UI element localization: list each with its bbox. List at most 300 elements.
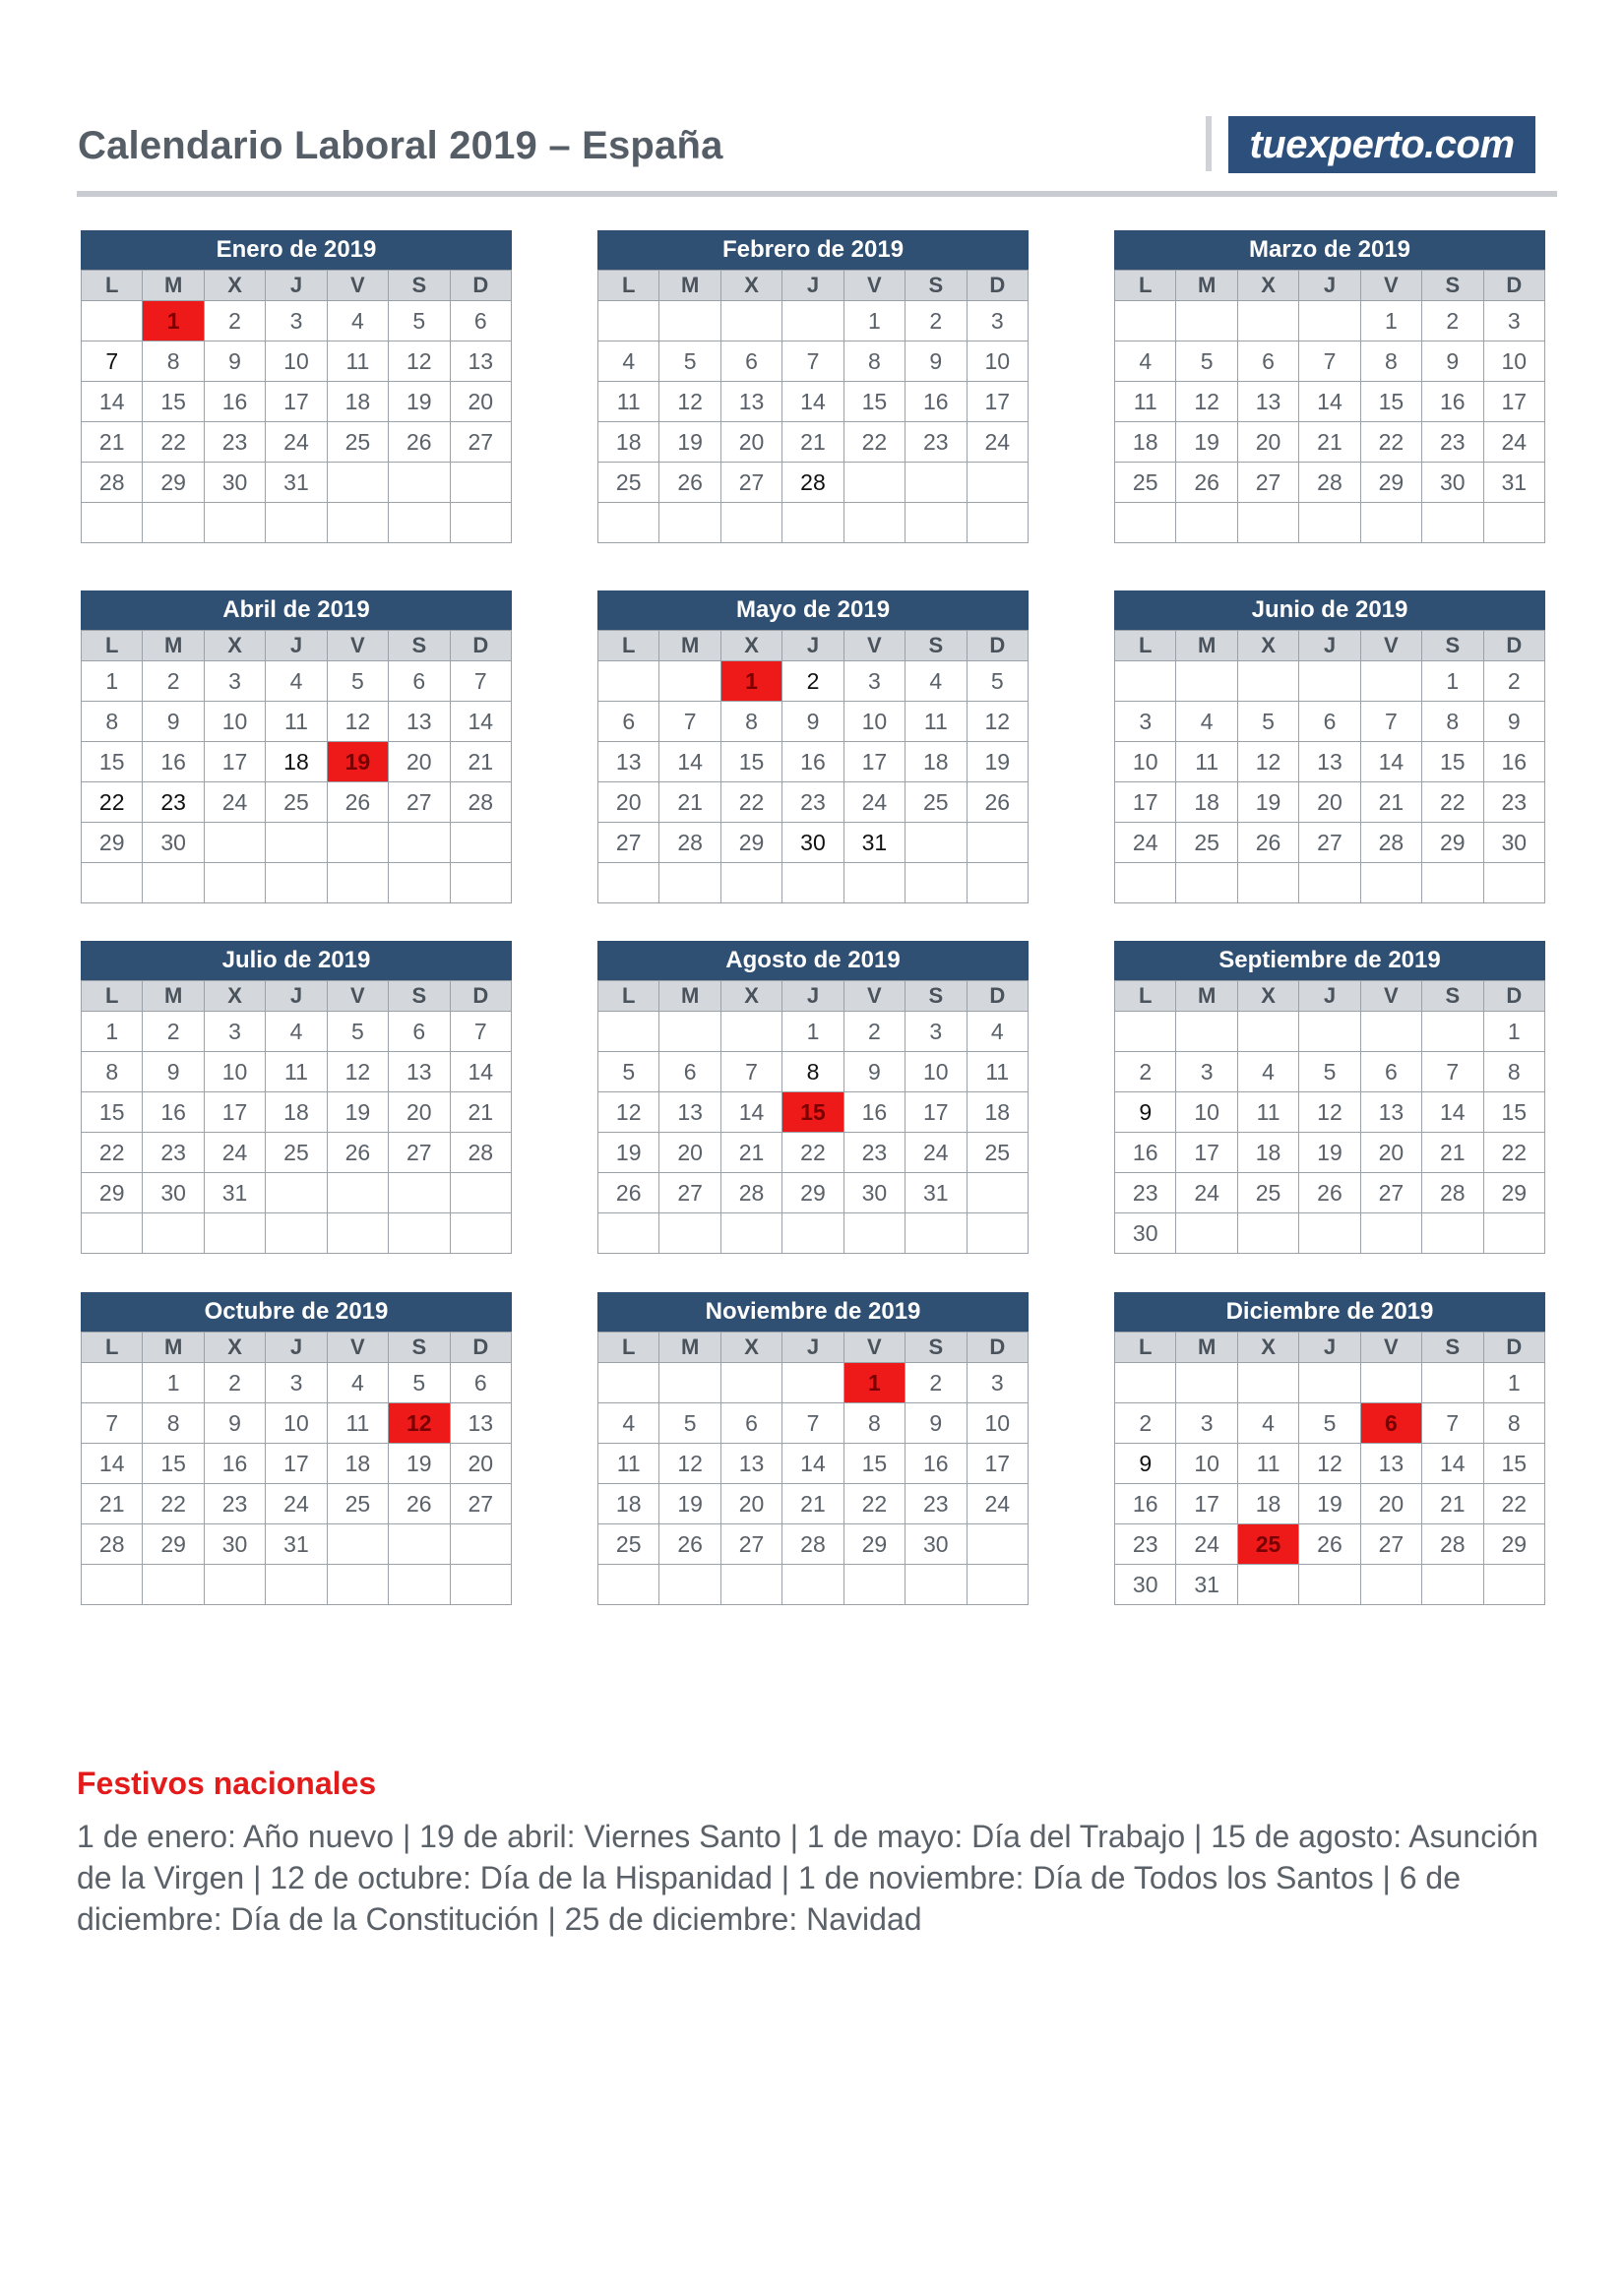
- day-cell: 21: [1360, 782, 1421, 823]
- day-cell: 27: [450, 1484, 511, 1524]
- empty-cell: [450, 1213, 511, 1254]
- day-cell: 30: [143, 1173, 204, 1213]
- weekday-header: X: [720, 981, 781, 1012]
- week-row: [82, 702, 512, 742]
- empty-cell: [82, 1565, 143, 1605]
- day-cell: 15: [143, 1444, 204, 1484]
- festivos-title: Festivos nacionales: [77, 1766, 377, 1801]
- day-cell: 1: [82, 661, 143, 702]
- day-cell: 11: [327, 341, 388, 382]
- day-cell: 21: [659, 782, 720, 823]
- week-row: [82, 1484, 512, 1524]
- week-row: [598, 1524, 1029, 1565]
- day-cell: 17: [1483, 382, 1544, 422]
- day-cell: 3: [843, 661, 905, 702]
- month-title: Marzo de 2019: [1114, 230, 1545, 270]
- day-cell: 18: [327, 1444, 388, 1484]
- day-cell: 9: [843, 1052, 905, 1092]
- day-cell: 27: [450, 422, 511, 463]
- day-cell: 20: [720, 1484, 781, 1524]
- day-cell: 11: [967, 1052, 1028, 1092]
- month-calendar: [81, 1292, 512, 1605]
- week-row: [1115, 863, 1545, 903]
- empty-cell: [659, 503, 720, 543]
- weekday-header: V: [843, 271, 905, 301]
- day-cell: 15: [782, 1092, 843, 1133]
- weekday-header: J: [782, 981, 843, 1012]
- day-cell: 1: [1483, 1012, 1544, 1052]
- day-cell: 19: [327, 742, 388, 782]
- empty-cell: [450, 863, 511, 903]
- day-cell: 12: [1299, 1444, 1360, 1484]
- empty-cell: [906, 863, 967, 903]
- festivos-text: 1 de enero: Año nuevo | 19 de abril: Viernes Santo | 1 de mayo: Día del Trabajo | 15 de agosto: Asunción de la Virgen | 12 de octubre: Día de la Hispanidad | 1 de noviembre: Día de Todos los Santos | 6 de diciembre: Día de la Constitución | 25 de diciembre: Navidad: [77, 1819, 1538, 1937]
- day-cell: 21: [82, 422, 143, 463]
- empty-cell: [1483, 1213, 1544, 1254]
- day-cell: 15: [1360, 382, 1421, 422]
- day-cell: 1: [1483, 1363, 1544, 1403]
- week-row: [82, 1012, 512, 1052]
- empty-cell: [1176, 1363, 1237, 1403]
- day-cell: 12: [598, 1092, 659, 1133]
- day-cell: 19: [1299, 1484, 1360, 1524]
- month-title: Febrero de 2019: [597, 230, 1029, 270]
- day-cell: 24: [1115, 823, 1176, 863]
- day-cell: 8: [82, 1052, 143, 1092]
- day-cell: 23: [782, 782, 843, 823]
- day-cell: 21: [450, 742, 511, 782]
- empty-cell: [204, 1565, 265, 1605]
- day-cell: 12: [389, 341, 450, 382]
- empty-cell: [1176, 301, 1237, 341]
- empty-cell: [782, 1213, 843, 1254]
- day-cell: 15: [1483, 1444, 1544, 1484]
- empty-cell: [843, 863, 905, 903]
- day-cell: 1: [1360, 301, 1421, 341]
- weekday-header: M: [143, 271, 204, 301]
- week-row: [598, 1363, 1029, 1403]
- day-cell: 20: [389, 742, 450, 782]
- day-cell: 16: [906, 1444, 967, 1484]
- day-cell: 31: [266, 1524, 327, 1565]
- day-cell: 7: [450, 1012, 511, 1052]
- empty-cell: [327, 863, 388, 903]
- day-cell: 7: [782, 1403, 843, 1444]
- day-cell: 4: [967, 1012, 1028, 1052]
- day-cell: 24: [967, 1484, 1028, 1524]
- day-cell: 5: [967, 661, 1028, 702]
- day-cell: 17: [266, 1444, 327, 1484]
- day-cell: 8: [1483, 1052, 1544, 1092]
- empty-cell: [598, 661, 659, 702]
- day-cell: 29: [1422, 823, 1483, 863]
- day-cell: 13: [450, 1403, 511, 1444]
- weekday-header: V: [843, 1333, 905, 1363]
- header-divider: [77, 191, 1557, 197]
- day-cell: 8: [1360, 341, 1421, 382]
- empty-cell: [1176, 1012, 1237, 1052]
- day-cell: 5: [659, 341, 720, 382]
- day-cell: 28: [1360, 823, 1421, 863]
- weekday-header: L: [82, 271, 143, 301]
- month-title: Septiembre de 2019: [1114, 941, 1545, 980]
- empty-cell: [327, 1213, 388, 1254]
- weekday-header: D: [1483, 1333, 1544, 1363]
- day-cell: 31: [1176, 1565, 1237, 1605]
- day-cell: 1: [143, 1363, 204, 1403]
- day-cell: 3: [1115, 702, 1176, 742]
- empty-cell: [1115, 301, 1176, 341]
- day-cell: 18: [1115, 422, 1176, 463]
- day-cell: 30: [843, 1173, 905, 1213]
- day-cell: 15: [143, 382, 204, 422]
- day-cell: 17: [906, 1092, 967, 1133]
- week-row: [82, 1403, 512, 1444]
- month-table: [81, 1332, 512, 1605]
- day-cell: 1: [1422, 661, 1483, 702]
- month-calendar: [1114, 941, 1545, 1254]
- week-row: [82, 1052, 512, 1092]
- month-table: [81, 630, 512, 903]
- weekday-header: L: [598, 631, 659, 661]
- empty-cell: [327, 1173, 388, 1213]
- weekday-header: L: [1115, 1333, 1176, 1363]
- week-row: [82, 863, 512, 903]
- day-cell: 18: [1237, 1484, 1298, 1524]
- empty-cell: [1237, 1012, 1298, 1052]
- day-cell: 28: [659, 823, 720, 863]
- day-cell: 31: [204, 1173, 265, 1213]
- weekday-header: L: [598, 271, 659, 301]
- weekday-header: L: [598, 1333, 659, 1363]
- day-cell: 15: [82, 742, 143, 782]
- empty-cell: [1422, 1565, 1483, 1605]
- day-cell: 13: [1360, 1444, 1421, 1484]
- month-table: [1114, 630, 1545, 903]
- empty-cell: [1237, 863, 1298, 903]
- day-cell: 22: [782, 1133, 843, 1173]
- weekday-header: M: [143, 981, 204, 1012]
- day-cell: 24: [906, 1133, 967, 1173]
- weekday-header: X: [720, 271, 781, 301]
- day-cell: 11: [266, 702, 327, 742]
- empty-cell: [1299, 1012, 1360, 1052]
- empty-cell: [598, 503, 659, 543]
- month-table: [597, 630, 1029, 903]
- day-cell: 6: [720, 1403, 781, 1444]
- week-row: [1115, 823, 1545, 863]
- day-cell: 20: [659, 1133, 720, 1173]
- day-cell: 18: [598, 1484, 659, 1524]
- day-cell: 24: [843, 782, 905, 823]
- day-cell: 21: [1299, 422, 1360, 463]
- day-cell: 20: [1360, 1484, 1421, 1524]
- weekday-header: J: [1299, 1333, 1360, 1363]
- empty-cell: [906, 1565, 967, 1605]
- month-table: [81, 980, 512, 1254]
- weekday-header: D: [967, 631, 1028, 661]
- week-row: [82, 382, 512, 422]
- day-cell: 16: [1115, 1133, 1176, 1173]
- month-table: [597, 270, 1029, 543]
- day-cell: 14: [1422, 1444, 1483, 1484]
- day-cell: 29: [720, 823, 781, 863]
- day-cell: 29: [843, 1524, 905, 1565]
- day-cell: 22: [143, 422, 204, 463]
- day-cell: 7: [1422, 1403, 1483, 1444]
- day-cell: 4: [1115, 341, 1176, 382]
- empty-cell: [327, 1524, 388, 1565]
- weekday-header: M: [659, 1333, 720, 1363]
- weekday-header: S: [906, 1333, 967, 1363]
- day-cell: 24: [967, 422, 1028, 463]
- day-cell: 20: [1299, 782, 1360, 823]
- day-cell: 6: [450, 301, 511, 341]
- weekday-header: X: [204, 271, 265, 301]
- empty-cell: [1115, 1012, 1176, 1052]
- day-cell: 19: [1299, 1133, 1360, 1173]
- empty-cell: [598, 863, 659, 903]
- day-cell: 29: [143, 463, 204, 503]
- empty-cell: [782, 1565, 843, 1605]
- day-cell: 25: [266, 782, 327, 823]
- week-row: [82, 782, 512, 823]
- day-cell: 24: [266, 422, 327, 463]
- day-cell: 29: [82, 1173, 143, 1213]
- day-cell: 30: [204, 463, 265, 503]
- day-cell: 13: [389, 702, 450, 742]
- week-row: [1115, 1524, 1545, 1565]
- month-calendar: [1114, 1292, 1545, 1605]
- week-row: [82, 301, 512, 341]
- day-cell: 2: [1422, 301, 1483, 341]
- day-cell: 25: [266, 1133, 327, 1173]
- weekday-header: D: [1483, 271, 1544, 301]
- weekday-header: M: [659, 271, 720, 301]
- day-cell: 30: [906, 1524, 967, 1565]
- festivos-section: [77, 1766, 1543, 1940]
- weekday-header: M: [143, 631, 204, 661]
- week-row: [598, 422, 1029, 463]
- week-row: [82, 661, 512, 702]
- day-cell: 15: [843, 382, 905, 422]
- weekday-header: V: [1360, 271, 1421, 301]
- weekday-header: L: [1115, 981, 1176, 1012]
- empty-cell: [720, 1565, 781, 1605]
- day-cell: 4: [1237, 1052, 1298, 1092]
- day-cell: 1: [782, 1012, 843, 1052]
- day-cell: 27: [659, 1173, 720, 1213]
- weekday-header: V: [1360, 981, 1421, 1012]
- weekday-header: V: [843, 631, 905, 661]
- day-cell: 2: [204, 1363, 265, 1403]
- day-cell: 14: [1422, 1092, 1483, 1133]
- day-cell: 31: [843, 823, 905, 863]
- day-cell: 28: [450, 782, 511, 823]
- day-cell: 3: [1483, 301, 1544, 341]
- day-cell: 5: [1299, 1052, 1360, 1092]
- day-cell: 5: [659, 1403, 720, 1444]
- day-cell: 22: [82, 782, 143, 823]
- day-cell: 29: [143, 1524, 204, 1565]
- empty-cell: [266, 1213, 327, 1254]
- day-cell: 23: [1115, 1524, 1176, 1565]
- weekday-header: S: [1422, 981, 1483, 1012]
- weekday-header: V: [327, 271, 388, 301]
- weekday-header: S: [389, 1333, 450, 1363]
- day-cell: 9: [782, 702, 843, 742]
- day-cell: 22: [1422, 782, 1483, 823]
- weekday-header: D: [1483, 631, 1544, 661]
- day-cell: 1: [720, 661, 781, 702]
- day-cell: 12: [967, 702, 1028, 742]
- empty-cell: [1237, 1213, 1298, 1254]
- day-cell: 3: [204, 1012, 265, 1052]
- empty-cell: [327, 1565, 388, 1605]
- empty-cell: [1237, 1363, 1298, 1403]
- week-row: [1115, 1213, 1545, 1254]
- day-cell: 12: [1299, 1092, 1360, 1133]
- week-row: [598, 742, 1029, 782]
- day-cell: 26: [389, 422, 450, 463]
- month-title: Mayo de 2019: [597, 590, 1029, 630]
- day-cell: 23: [204, 422, 265, 463]
- day-cell: 6: [1360, 1403, 1421, 1444]
- day-cell: 23: [843, 1133, 905, 1173]
- day-cell: 14: [659, 742, 720, 782]
- month-calendar: [1114, 590, 1545, 903]
- day-cell: 26: [1299, 1173, 1360, 1213]
- empty-cell: [1176, 863, 1237, 903]
- day-cell: 13: [720, 1444, 781, 1484]
- day-cell: 16: [204, 382, 265, 422]
- day-cell: 24: [204, 1133, 265, 1173]
- day-cell: 9: [906, 1403, 967, 1444]
- day-cell: 10: [1176, 1444, 1237, 1484]
- day-cell: 5: [1176, 341, 1237, 382]
- day-cell: 6: [389, 661, 450, 702]
- month-table: [597, 980, 1029, 1254]
- day-cell: 10: [967, 341, 1028, 382]
- day-cell: 29: [82, 823, 143, 863]
- brand-logo[interactable]: tuexperto.com: [1228, 116, 1535, 173]
- week-row: [598, 503, 1029, 543]
- empty-cell: [1176, 1213, 1237, 1254]
- week-row: [598, 1403, 1029, 1444]
- day-cell: 7: [1422, 1052, 1483, 1092]
- empty-cell: [1299, 863, 1360, 903]
- weekday-header: D: [967, 981, 1028, 1012]
- day-cell: 22: [1483, 1484, 1544, 1524]
- day-cell: 18: [906, 742, 967, 782]
- empty-cell: [1237, 301, 1298, 341]
- day-cell: 14: [782, 1444, 843, 1484]
- empty-cell: [327, 463, 388, 503]
- day-cell: 2: [906, 1363, 967, 1403]
- weekday-header: J: [1299, 631, 1360, 661]
- empty-cell: [1483, 503, 1544, 543]
- day-cell: 14: [450, 702, 511, 742]
- weekday-header: D: [967, 1333, 1028, 1363]
- day-cell: 11: [1176, 742, 1237, 782]
- day-cell: 19: [389, 382, 450, 422]
- empty-cell: [843, 1213, 905, 1254]
- week-row: [82, 823, 512, 863]
- day-cell: 13: [1360, 1092, 1421, 1133]
- empty-cell: [659, 1363, 720, 1403]
- weekday-header: L: [82, 631, 143, 661]
- day-cell: 27: [598, 823, 659, 863]
- weekday-header: M: [1176, 271, 1237, 301]
- day-cell: 3: [204, 661, 265, 702]
- empty-cell: [389, 503, 450, 543]
- day-cell: 23: [143, 782, 204, 823]
- empty-cell: [1360, 1213, 1421, 1254]
- day-cell: 10: [843, 702, 905, 742]
- month-calendar: [597, 1292, 1029, 1605]
- day-cell: 18: [967, 1092, 1028, 1133]
- day-cell: 29: [782, 1173, 843, 1213]
- week-row: [598, 382, 1029, 422]
- day-cell: 1: [143, 301, 204, 341]
- week-row: [1115, 1363, 1545, 1403]
- empty-cell: [1360, 863, 1421, 903]
- month-title: Abril de 2019: [81, 590, 512, 630]
- empty-cell: [204, 863, 265, 903]
- day-cell: 20: [720, 422, 781, 463]
- day-cell: 26: [327, 782, 388, 823]
- week-row: [82, 503, 512, 543]
- week-row: [1115, 661, 1545, 702]
- day-cell: 7: [450, 661, 511, 702]
- empty-cell: [598, 1565, 659, 1605]
- empty-cell: [659, 1213, 720, 1254]
- empty-cell: [906, 463, 967, 503]
- day-cell: 14: [1299, 382, 1360, 422]
- day-cell: 16: [1115, 1484, 1176, 1524]
- weekday-header: L: [598, 981, 659, 1012]
- day-cell: 6: [720, 341, 781, 382]
- page-title: Calendario Laboral 2019 – España: [78, 124, 723, 167]
- empty-cell: [782, 863, 843, 903]
- day-cell: 8: [843, 1403, 905, 1444]
- day-cell: 9: [204, 1403, 265, 1444]
- weekday-header: M: [659, 981, 720, 1012]
- weekday-header: S: [1422, 271, 1483, 301]
- day-cell: 19: [659, 422, 720, 463]
- day-cell: 4: [327, 1363, 388, 1403]
- day-cell: 30: [1115, 1213, 1176, 1254]
- month-title: Diciembre de 2019: [1114, 1292, 1545, 1332]
- day-cell: 4: [1176, 702, 1237, 742]
- empty-cell: [266, 863, 327, 903]
- day-cell: 9: [143, 1052, 204, 1092]
- day-cell: 22: [143, 1484, 204, 1524]
- day-cell: 29: [1483, 1524, 1544, 1565]
- empty-cell: [1422, 863, 1483, 903]
- week-row: [82, 1565, 512, 1605]
- day-cell: 31: [906, 1173, 967, 1213]
- weekday-header: L: [1115, 271, 1176, 301]
- day-cell: 16: [843, 1092, 905, 1133]
- day-cell: 11: [1237, 1092, 1298, 1133]
- week-row: [598, 1012, 1029, 1052]
- empty-cell: [659, 1012, 720, 1052]
- week-row: [598, 782, 1029, 823]
- day-cell: 22: [843, 1484, 905, 1524]
- empty-cell: [266, 1173, 327, 1213]
- empty-cell: [1299, 301, 1360, 341]
